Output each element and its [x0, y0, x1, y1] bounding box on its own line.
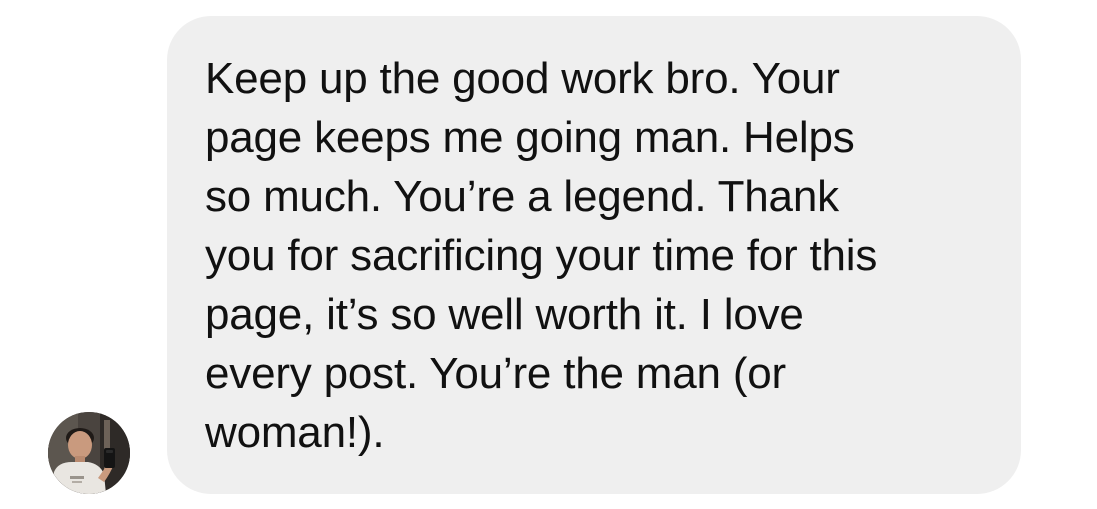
- message-text: Keep up the good work bro. Your page keeps me going man. Helps so much. You’re a legend. Thank you for sacrificing your time for this page, it’s so well worth it. I love every post. You’re the man (or woman!).: [205, 54, 878, 457]
- profile-photo-icon: [48, 412, 130, 494]
- sender-avatar[interactable]: [48, 412, 130, 494]
- message-bubble[interactable]: [167, 16, 1021, 494]
